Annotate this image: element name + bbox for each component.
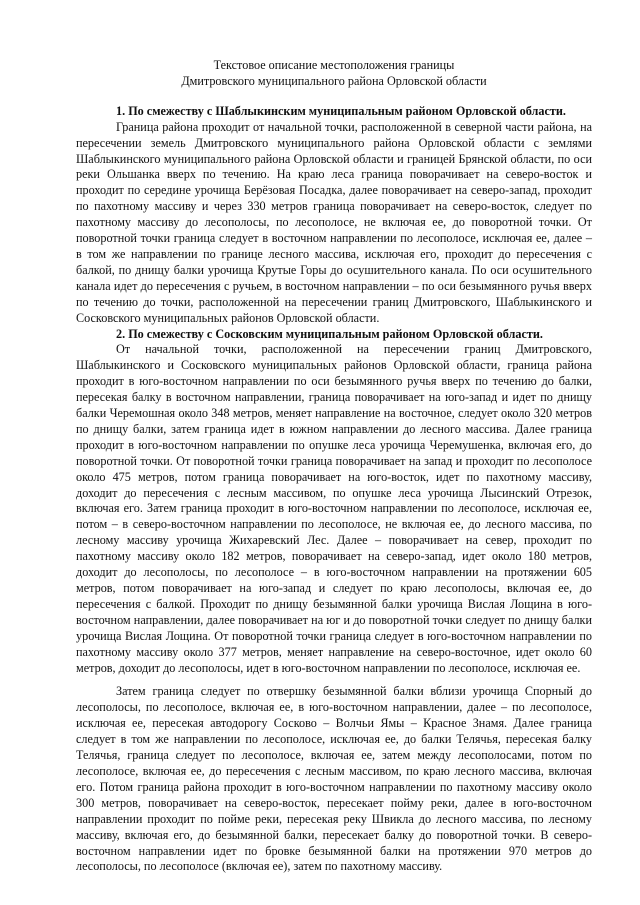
document-title-line-2: Дмитровского муниципального района Орловской области: [181, 73, 487, 88]
document-title-line-1: Текстовое описание местоположения границы: [213, 58, 455, 72]
section-2-paragraph-2: Затем граница следует по отвершку безымянной балки вблизи урочища Спорный до лесополосы, по лесополосе, включая ее, в юго-восточном направлении, далее – по лесополосе, исключая ее, пересекая автодорогу Сосково – Волчьи Ямы – Красное Знамя. Далее граница следует в том же направлении по лесополосе, исключая ее, до балки Телячья, пересекая балку Телячья, граница следует по лесополосе, включая ее, затем между лесополосами, потом по лесополосе, включая ее, до пересечения с лесным массивом, по краю лесного массива, включая его. Потом граница района проходит в юго-восточном направлении по пахотному массиву около 300 метров, поворачивает на северо-восток, пересекает пойму реки, далее в юго-восточном направлении проходит по пойме реки, пересекая реку Швикла до лесного массива, по лесному массиву, включая его, до безымянной балки, пересекает балку до поворотной точки. В северо-восточном направлении идет по бровке безымянной балки на протяжении 970 метров до лесополосы, по лесополосе (включая ее), затем по пахотному массиву.: [76, 684, 592, 874]
section-1-heading: 1. По смежеству с Шаблыкинским муниципальным районом Орловской области.: [116, 103, 566, 118]
title-spacer: [76, 90, 592, 104]
section-2-paragraph-1: От начальной точки, расположенной на пересечении границ Дмитровского, Шаблыкинского и Сосковского муниципальных районов Орловской области, граница района проходит в юго-восточном направлении по оси безымянного ручья вверх по течению до балки, пересекая балку в восточном направлении, граница поворачивает на юго-запад и идет по днищу балки Черемошная около 348 метров, меняет направление на восточное, следует около 320 метров по днищу балки, затем граница идет в южном направлении до лесного массива. Далее граница проходит в юго-восточном направлении по опушке леса урочища Черемушенка, включая его, до поворотной точки. От поворотной точки граница поворачивает на запад и проходит по лесополосе около 475 метров, потом граница поворачивает на юго-восток, идет по пахотному массиву, доходит до пересечения с лесным массивом, по опушке леса урочища Лысинский Отрезок, включая его. Затем граница проходит в юго-восточном направлении по лесополосе, исключая ее, потом – в северо-восточном направлении по лесополосе, не включая ее, до лесного массива, по лесному массиву урочища Жихаревский Лес. Далее – поворачивает на север, проходит по пахотному массиву около 182 метров, поворачивает на северо-запад, идет около 180 метров, доходит до лесополосы, по лесополосе – в юго-восточном направлении на протяжении 605 метров, потом поворачивает на юго-запад и следует по краю лесополосы, включая ее, до пересечения с балкой. Проходит по днищу безымянной балки урочища Вислая Лощина в юго-восточном направлении, далее поворачивает на юг и до поворотной точки следует по днищу балки урочища Вислая Лощина. От поворотной точки граница следует в юго-восточном направлении по пахотному массиву около 377 метров, меняет направление на северо-восточное, идет около 60 метров, доходит до лесополосы, идет в юго-восточном направлении по лесополосе, исключая ее.: [76, 342, 592, 675]
section-1-paragraph: Граница района проходит от начальной точки, расположенной в северной части района, на пересечении земель Дмитровского муниципального района Орловской области с землями Шаблыкинского муниципального района Орловской области и границей Брянской области, по оси реки Ольшанка вверх по течению. На краю леса граница поворачивает на северо-восток и проходит по середине урочища Берёзовая Посадка, далее поворачивает на северо-запад, проходит по пахотному массиву и через 330 метров граница поворачивает на северо-восток, следует по пахотному массиву до лесополосы, по лесополосе, не включая ее, до поворотной точки. От поворотной точки граница следует в восточном направлении по лесополосе, исключая ее, далее – в том же направлении по границе лесного массива, исключая его, проходит до пересечения с балкой, по днищу балки урочища Крутые Горы до осушительного канала. По оси осушительного канала идет до пересечения с ручьем, в восточном направлении – по оси безымянного ручья вверх по течению до точки, расположенной на пересечении границ Дмитровского, Шаблыкинского и Сосковского муниципальных районов Орловской области.: [76, 119, 592, 325]
section-2-heading: 2. По смежеству с Сосковским муниципальным районом Орловской области.: [116, 326, 543, 341]
